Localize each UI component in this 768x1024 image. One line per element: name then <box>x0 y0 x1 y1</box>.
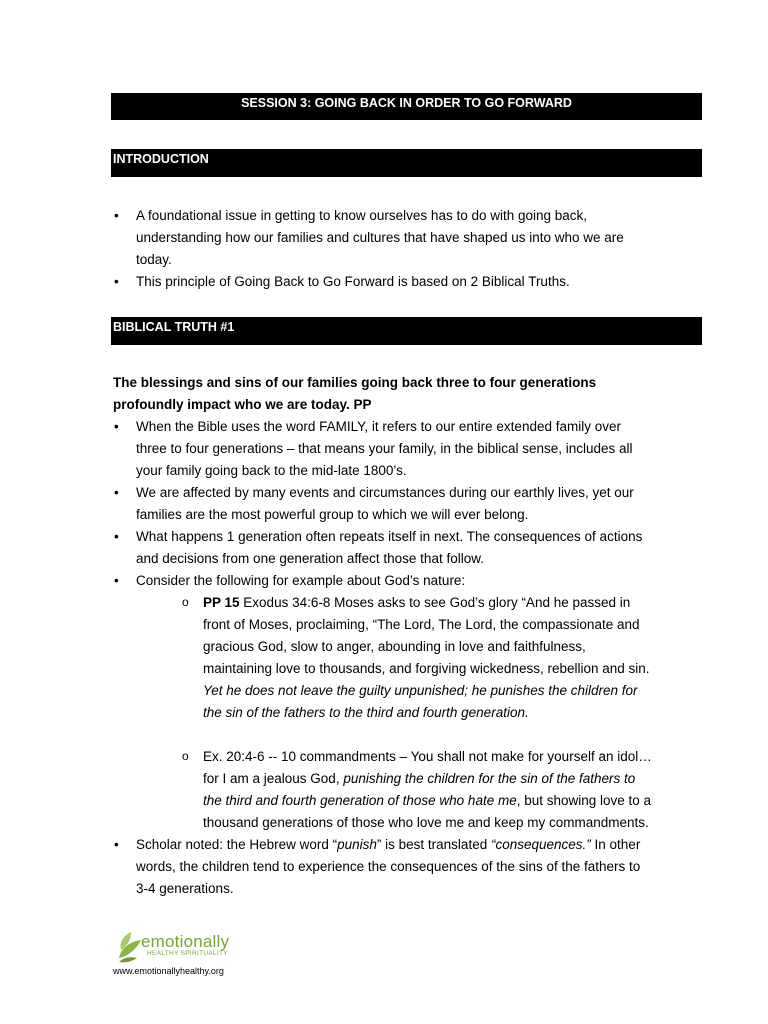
pp-label: PP 15 <box>203 595 240 610</box>
introduction-bullets <box>113 205 653 293</box>
scripture-text: Ex. 20:4-6 -- 10 commandments – You shall not make for yourself an idol… for I am a jealous God, <box>203 749 652 786</box>
sub-list-item <box>136 746 653 834</box>
list-item: • What happens 1 generation often repeats itself in next. The consequences of actions and decisions from one generation affect those that follow. <box>113 526 653 570</box>
scholar-text: Scholar noted: the Hebrew word “ <box>136 837 338 852</box>
scholar-italic: “consequences.” <box>490 837 591 852</box>
footer-url: www.emotionallyhealthy.org <box>113 966 224 976</box>
logo-wordmark: emotionally <box>141 932 230 951</box>
list-item: • When the Bible uses the word FAMILY, it refers to our entire extended family over three to four generations – that means your family, in the biblical sense, includes all your family going back to the mid-late 1800’s. <box>113 416 653 482</box>
scholar-text: ” is best translated <box>376 837 491 852</box>
scripture-text: , but showing love to a thousand generations of those who love me and keep my commandments. <box>203 793 652 830</box>
list-item: • A foundational issue in getting to know ourselves has to do with going back, understanding how our families and cultures that have shaped us into who we are today. <box>113 205 653 271</box>
scholar-italic: punish <box>337 837 377 852</box>
scripture-italic: punishing the children for the sin of the fathers to the third and fourth generation of those who hate me <box>203 771 636 808</box>
scripture-text: Exodus 34:6-8 Moses asks to see God’s glory “And he passed in front of Moses, proclaiming, “The Lord, The Lord, the compassionate and gracious God, slow to anger, abounding in love and faithfulness, maintaining love to thousands, and forgiving wickedness, rebellion and sin. <box>203 595 650 676</box>
section-heading-introduction: INTRODUCTION <box>111 149 702 177</box>
lead-statement: The blessings and sins of our families going back three to four generations profoundly impact who we are today. PP <box>113 375 597 412</box>
sub-list-item <box>136 592 653 724</box>
list-item <box>113 570 653 834</box>
section-heading-biblical-truth-1: BIBLICAL TRUTH #1 <box>111 317 702 345</box>
session-title: SESSION 3: GOING BACK IN ORDER TO GO FORWARD <box>111 93 702 120</box>
list-item: • This principle of Going Back to Go Forward is based on 2 Biblical Truths. <box>113 271 653 293</box>
list-item: • We are affected by many events and circumstances during our earthly lives, yet our families are the most powerful group to which we will ever belong. <box>113 482 653 526</box>
list-item <box>113 834 653 900</box>
scripture-italic: Yet he does not leave the guilty unpunished; he punishes the children for the sin of the fathers to the third and fourth generation. <box>203 683 638 720</box>
biblical-truth-1-body <box>113 372 653 900</box>
list-item-text: Consider the following for example about God’s nature: <box>136 573 466 588</box>
scholar-text: In other words, the children tend to experience the consequences of the sins of the fathers to 3-4 generations. <box>136 837 641 896</box>
logo-tagline: HEALTHY SPIRITUALITY <box>147 950 228 957</box>
